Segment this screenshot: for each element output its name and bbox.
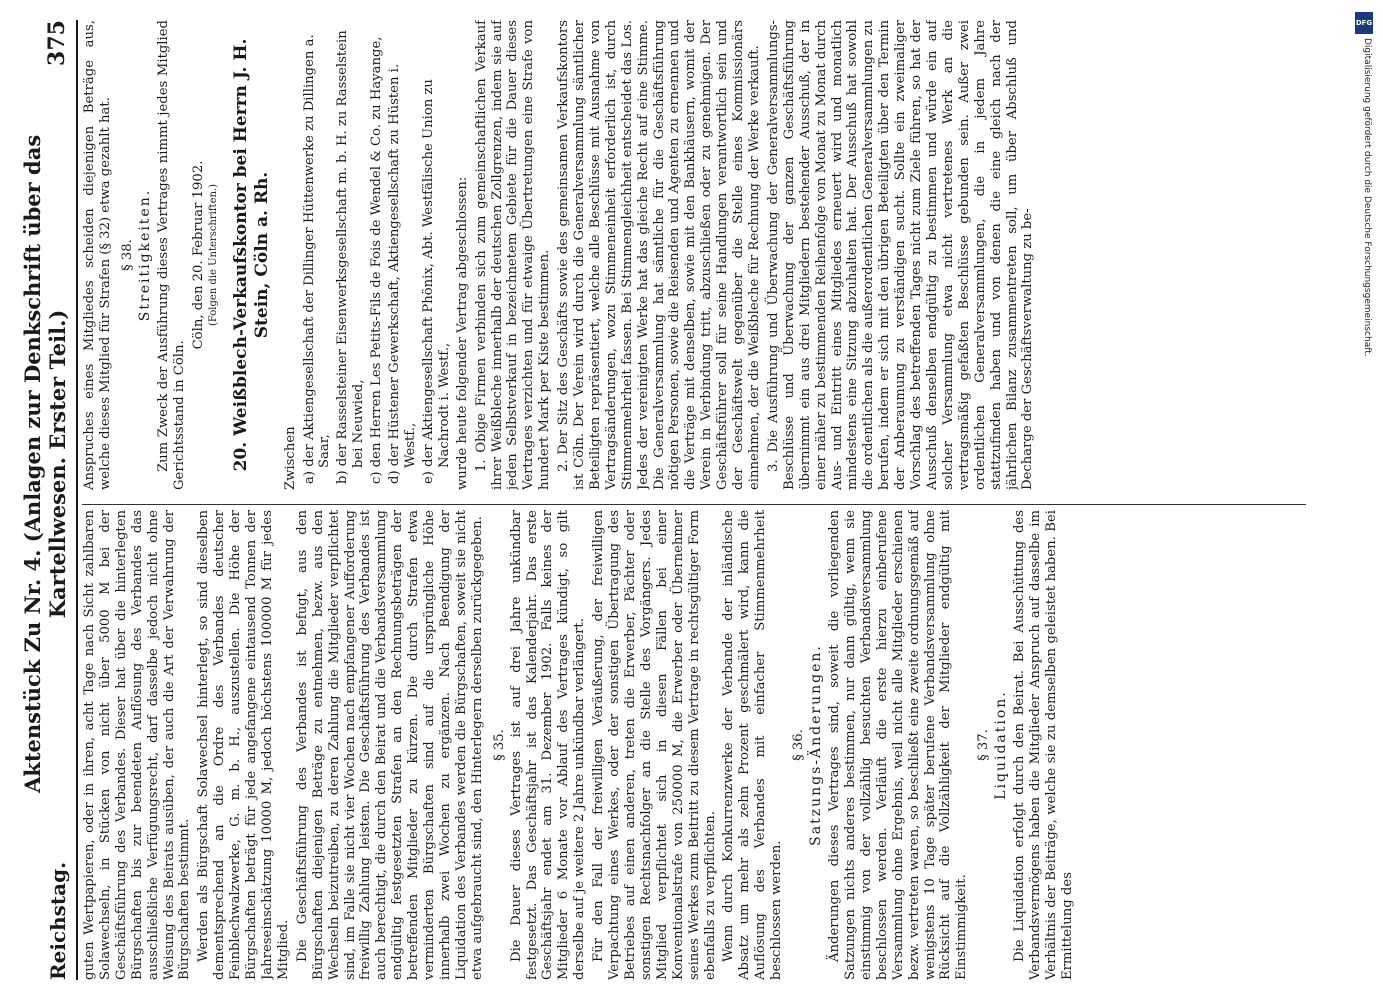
paragraph: Zwischen [282, 426, 298, 490]
list-item: d) der Hüstener Gewerkschaft, Aktiengesellschaft zu Hüsten i. Westf., [387, 63, 418, 484]
signatures-note: (Folgen die Unterschriften.) [207, 183, 219, 327]
list-item: e) der Aktiengesellschaft Phönix, Abt. Westfälische Union zu Nachrodt i. Westf., [420, 79, 452, 484]
page [20, 0, 1330, 1000]
date-line: Cöln, den 20. Februar 1902. [190, 160, 206, 350]
digitization-text: Digitalisierung gefördert durch die Deutsche Forschungsgemeinschaft. [1362, 38, 1372, 357]
paragraph: Änderungen dieses Vertrages sind, soweit die vorliegenden Satzungen nichts anderes bestimmen, nur dann gültig, wenn sie einstimmig von der vollzählig besuchten Verbandsversammlung beschlossen werden. Verläuft die erste hierzu einberufene Versammlung ohne Ergebnis, weil nicht alle Mitglieder erschienen bezw. vertreten waren, so beschließt eine zweite ordnungsgemäß auf wenigstens 10 Tage später berufene Verbandsversammlung ohne Rücksicht auf die Vollzähligkeit der Mitglieder endgültig mit Einstimmigkeit. [827, 510, 970, 980]
paragraph: 1. Obige Firmen verbinden sich zum gemeinschaftlichen Verkauf ihrer Weißbleche innerhalb der deutschen Zollgrenzen, indem sie auf jeden Selbstverkauf in bezeichnetem Gebiete für die Dauer dieses Vertrages verzichten und für etwaige Übertretungen eine Strafe von hundert Mark per Kiste bestimmen. [473, 20, 553, 490]
header-title: Aktenstück Zu Nr. 4. (Anlagen zur Denkschrift über das Kartellwesen. Erster Teil.) [20, 134, 70, 793]
paragraph: Zum Zweck der Ausführung dieses Vertrages nimmt jedes Mitglied Gerichtsstand in Cöln. [155, 20, 187, 490]
list-item: a) der Aktiengesellschaft der Dillinger Hüttenwerke zu Dillingen a. Saar, [301, 34, 333, 484]
section-title: Liquidation. [993, 690, 1010, 800]
paragraph: Anspruches eines Mitgliedes scheiden diejenigen Beträge aus, welche dieses Mitglied für Strafen (§ 32) etwa gezahlt hat. [82, 20, 113, 490]
paragraph: Die Dauer dieses Vertrages ist auf drei Jahre unkündbar festgesetzt. Das Geschäftsjahr ist das Kalenderjahr. Das erste Geschäftsjahr endet am 31. Dezember 1902. Falls keines der Mitglieder 6 Monate vor Ablauf des Vertrages kündigt, so gilt derselbe auf je weitere 2 Jahre unkündbar verlängert. [508, 510, 588, 980]
paragraph: Die Geschäftsführung des Verbandes ist befugt, aus den Bürgschaften diejenigen Beträge zu entnehmen, bezw. aus den Wechseln beizutreiben, zu deren Zahlung die Mitglieder verpflichtet sind, im Falle sie nicht vier Wochen nach empfangener Aufforderung freiwillig Zahlung leisten. Die Geschäftsführung des Verbandes ist auch berechtigt, die durch den Beirat und die Verbandsversammlung endgültig festgesetzten Strafen an den Rechnungsbeträgen der betreffenden Mitglieder zu kürzen. Die durch Strafen etwa verminderten Bürgschaften sind auf die ursprüngliche Höhe innerhalb zwei Wochen zu ergänzen. Nach Beendigung der Liquidation des Verbandes werden die Bürgschaften, soweit sie nicht etwa aufgebraucht sind, den Hinterlegern derselben zurückgegeben. [294, 510, 485, 980]
list-item: b) der Rasselsteiner Eisenwerksgesellschaft m. b. H. zu Rasselstein bei Neuwied, [335, 30, 367, 484]
paragraph: Die Liquidation erfolgt durch den Beirat. Bei Ausschüttung des Verbandsvermögens haben die Mitglieder Anspruch auf dasselbe im Verhältnis der Beiträge, welche sie zu demselben geleistet haben. Bei Ermittelung des [1012, 510, 1075, 980]
section-number: § 37. [976, 729, 992, 761]
paragraph: Wenn durch Konkurrenzwerke der Verbande der inländische Absatz um mehr als zehn Prozent geschmälert wird, kann die Auflösung des Verbandes mit einfacher Stimmenmehrheit beschlossen werden. [721, 510, 785, 980]
paragraph: Für den Fall der freiwilligen Veräußerung, der freiwilligen Verpachtung eines Werkes, oder der sonstigen Übertragung des Betriebes auf einen anderen, treten die Erwerber, Pächter oder sonstigen Rechtsnachfolger an die Stelle des Vorgängers. Jedes Mitglied verpflichtet sich in diesen Fällen bei einer Konventionalstrafe von 250000 M, die Erwerber oder Übernehmer seines Werkes zum Beitritt zu diesem Vertrage in rechtsgültiger Form ebenfalls zu verpflichten. [591, 510, 718, 980]
dfg-logo: DFG [1355, 12, 1373, 34]
right-column [82, 20, 1310, 490]
section-number: § 38. [119, 239, 135, 271]
digitization-notice [1360, 38, 1374, 718]
page-number: 375 [44, 20, 70, 66]
column-divider [82, 504, 1306, 505]
running-header [20, 20, 78, 980]
paragraph: 2. Der Sitz des Geschäfts sowie des gemeinsamen Verkaufskontors ist Cöln. Der Verein wird durch die Generalversammlung sämtlicher Beteiligten repräsentiert, welche alle Beschlüsse mit Ausnahme von Vertragsänderungen, wozu Stimmeneinheit erforderlich ist, durch Stimmenmehrheit fassen. Bei Stimmengleichheit entscheidet das Los. Jedes der vereinigten Werke hat das gleiche Recht auf eine Stimme. Die Generalversammlung hat sämtliche für die Geschäftsführung nötigen Personen, sowie die Reisenden und Agenten zu ernennen und die Verträge mit denselben, sowie mit den Bankhäusern, womit der Verein in Verbindung tritt, abzuschließen oder zu genehmigen. Der Geschäftsführer soll für seine Handlungen verantwortlich sein und der Geschäftswelt gegenüber die Stelle eines Kommissionärs einnehmen, der die Weißbleche für Rechnung der Werke verkauft. [556, 20, 762, 490]
paragraph: wurde heute folgender Vertrag abgeschlossen: [454, 176, 470, 490]
section-number: § 36. [791, 729, 807, 761]
paragraph: 3. Die Ausführung und Überwachung der Generalversammlungs-Beschlüsse und Überwachung der ganzen Geschäftsführung übernimmt ein aus drei Mitgliedern bestehender Ausschuß, der in einer näher zu bestimmenden Reihenfolge von Monat zu Monat durch Aus- und Eintritt eines Mitgliedes erneuert wird und monatlich mindestens eine Sitzung abzuhalten hat. Der Ausschuß hat sowohl die ordentlichen als die außerordentlichen Generalversammlungen zu berufen, indem er sich mit den übrigen Beteiligten über den Termin der Anberaumung zu verständigen sucht. Sollte ein zweimaliger Vorschlag des betreffenden Tages nicht zum Ziele führen, so hat der Ausschuß denselben endgültig zu bestimmen und würde ein auf solcher Versammlung etwa nicht vertretenes Werk an die vertragsmäßig gefaßten Beschlüsse gebunden sein. Außer zwei ordentlichen Generalversammlungen, die in jedem Jahre stattzufinden haben und von denen die eine gleich nach der jährlichen Bilanz zusammentreten soll, um über Abschluß und Decharge der Geschäftsverwaltung zu be- [765, 20, 1036, 490]
section-title: Satzungs-Änderungen. [808, 644, 825, 846]
list-item: c) den Herren Les Petits-Fils de Fois de Wendel & Co. zu Hayange, [369, 36, 385, 484]
section-number: § 35. [491, 729, 507, 761]
section-title: Streitigkeiten. [136, 188, 153, 322]
left-column [82, 510, 1310, 980]
document-heading: 20. Weißblech-Verkaufskontor bei Herrn J. H. Stein, Cöln a. Rh. [230, 38, 272, 472]
header-reichstag: Reichstag. [46, 861, 70, 980]
paragraph: guten Wertpapieren, oder in ihren, acht Tage nach Sicht zahlbaren Solawechseln, in Stücken von nicht über 5000 M bei der Geschäftsführung des Verbandes. Dieser hat über die hinterlegten Bürgschaften bis zur beendeten Auflösung des Verbandes das ausschließliche Verfügungsrecht, darf dasselbe jedoch nicht ohne Weisung des Beirats ausüben, der auch die Art der Verwahrung der Bürgschaften bestimmt. [82, 510, 193, 980]
paragraph: Werden als Bürgschaft Solawechsel hinterlegt, so sind dieselben dementsprechend an die Ordre des Verbandes deutscher Feinblechwalzwerke, G. m. b. H., auszustellen. Die Höhe der Bürgschaften beträgt für jede angefangene eintausend Tonnen der Jahreseinschätzung 10000 M, jedoch höchstens 100000 M für jedes Mitglied. [196, 510, 291, 980]
